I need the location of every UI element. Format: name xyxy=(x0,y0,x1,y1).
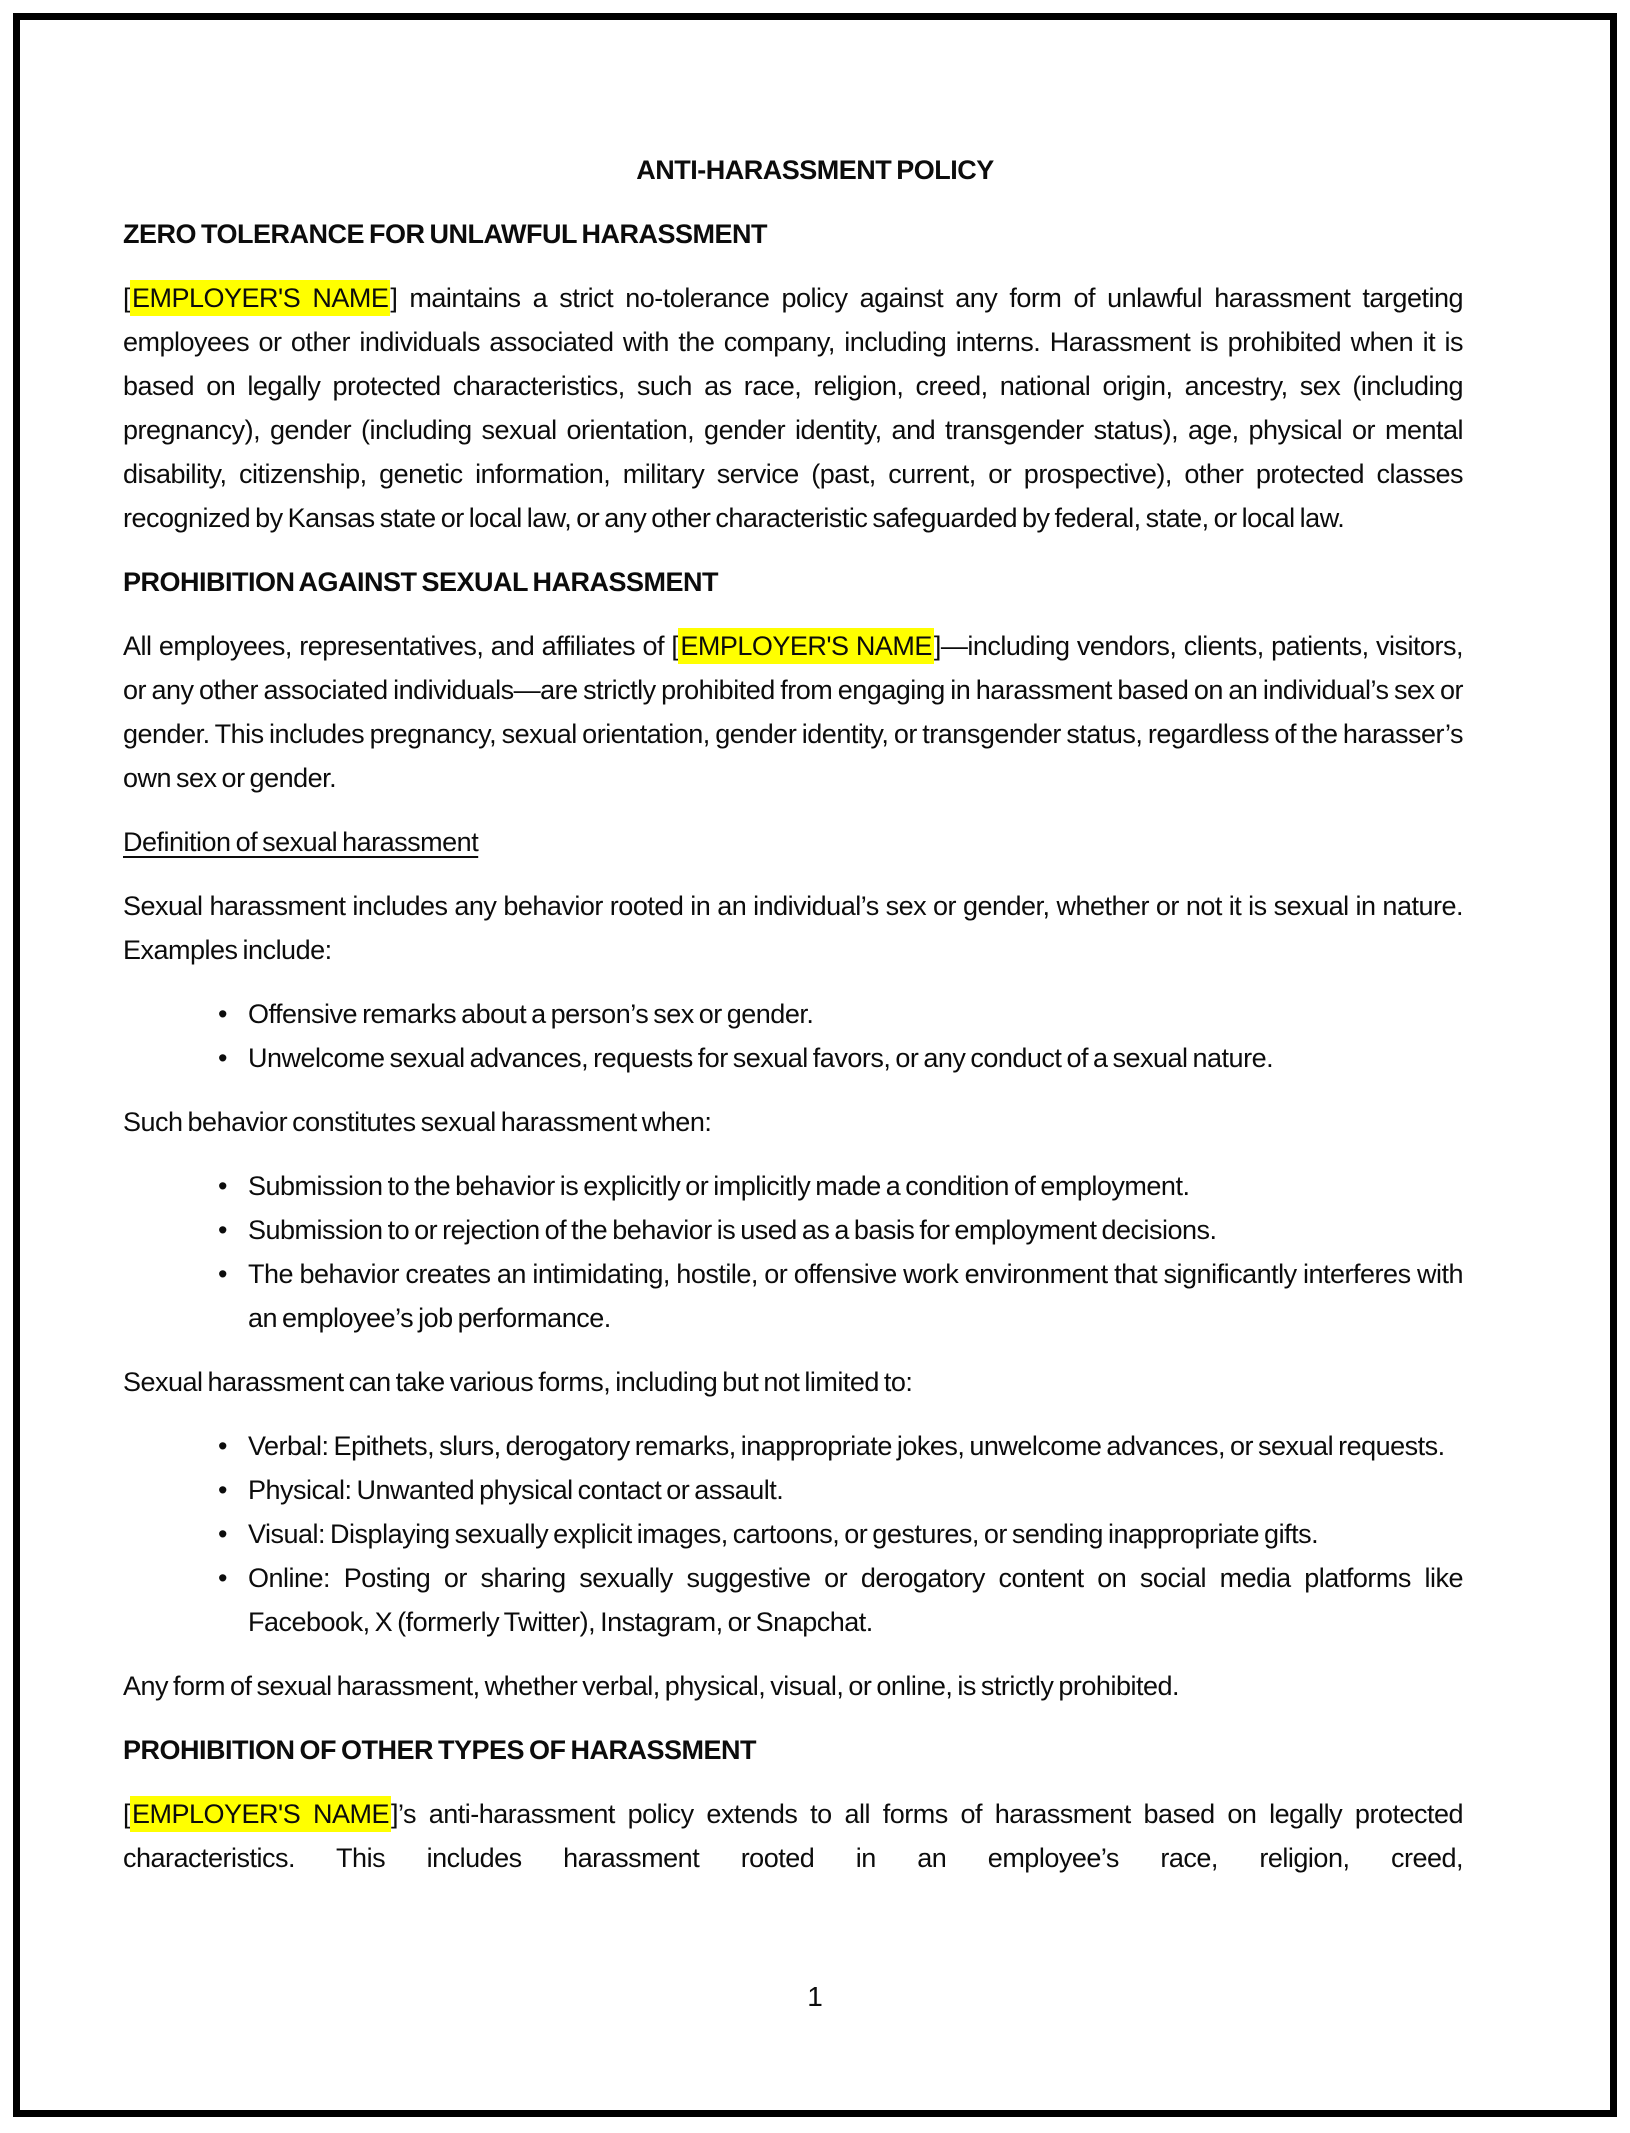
document-title: ANTI-HARASSMENT POLICY xyxy=(636,155,994,185)
text-run: ]—including vendors, clients, patients, visitors, or any other associated individuals—are strictly prohibited from engaging in harassment based on an individual’s sex or gender. This includes pregnancy, sexual orientation, gender identity, or transgender status, regardless of the harasser’s own sex or gender. xyxy=(123,631,1464,793)
employer-name-placeholder: EMPLOYER'S NAME xyxy=(130,280,390,316)
list-item: • Unwelcome sexual advances, requests for sexual favors, or any conduct of a sexual nature. xyxy=(123,1036,1463,1080)
text-run: [ xyxy=(123,1799,131,1829)
paragraph-definition-intro: Sexual harassment includes any behavior rooted in an individual’s sex or gender, whether or not it is sexual in nature. Examples include: xyxy=(123,891,1463,965)
list-item: • Online: Posting or sharing sexually suggestive or derogatory content on social media platforms like Facebook, X (formerly Twitter), Instagram, or Snapchat. xyxy=(123,1556,1463,1644)
bullet-list-forms xyxy=(123,1424,1463,1644)
list-item: • The behavior creates an intimidating, hostile, or offensive work environment that significantly interferes with an employee’s job performance. xyxy=(123,1252,1463,1340)
text-run: [ xyxy=(123,283,131,313)
paragraph-zero-tolerance xyxy=(123,276,1463,540)
list-item: • Visual: Displaying sexually explicit images, cartoons, or gestures, or sending inappropriate gifts. xyxy=(123,1512,1463,1556)
text-run: ]’s anti-harassment policy extends to all forms of harassment based on legally protected characteristics. This includes harassment rooted in an employee’s race, religion, creed, xyxy=(123,1799,1463,1873)
text-run: ] maintains a strict no-tolerance policy against any form of unlawful harassment targeting employees or other individuals associated with the company, including interns. Harassment is prohibited when it is based on legally protected characteristics, such as race, religion, creed, national origin, ancestry, sex (including pregnancy), gender (including sexual orientation, gender identity, and transgender status), age, physical or mental disability, citizenship, genetic information, military service (past, current, or prospective), other protected classes recognized by Kansas state or local law, or any other characteristic safeguarded by federal, state, or local law. xyxy=(123,283,1463,533)
employer-name-placeholder: EMPLOYER'S NAME xyxy=(130,1796,391,1832)
employer-name-placeholder: EMPLOYER'S NAME xyxy=(678,628,934,664)
document-body xyxy=(123,148,1463,1900)
bullet-list-conditions xyxy=(123,1164,1463,1340)
bullet-list-examples xyxy=(123,992,1463,1080)
list-item: • Offensive remarks about a person’s sex or gender. xyxy=(123,992,1463,1036)
section-heading-sexual-harassment: PROHIBITION AGAINST SEXUAL HARASSMENT xyxy=(123,567,719,597)
text-run: All employees, representatives, and affiliates of [ xyxy=(123,631,679,661)
list-item: • Verbal: Epithets, slurs, derogatory remarks, inappropriate jokes, unwelcome advances, or sexual requests. xyxy=(123,1424,1463,1468)
section-heading-other-harassment: PROHIBITION OF OTHER TYPES OF HARASSMENT xyxy=(123,1735,757,1765)
definition-sub-heading: Definition of sexual harassment xyxy=(123,827,479,857)
paragraph-conditions-intro: Such behavior constitutes sexual harassment when: xyxy=(123,1107,712,1137)
list-item: • Submission to or rejection of the behavior is used as a basis for employment decisions. xyxy=(123,1208,1463,1252)
paragraph-closing: Any form of sexual harassment, whether verbal, physical, visual, or online, is strictly prohibited. xyxy=(123,1671,1179,1701)
page-number: 1 xyxy=(807,1981,823,2012)
paragraph-other-harassment xyxy=(123,1792,1463,1880)
list-item: • Submission to the behavior is explicitly or implicitly made a condition of employment. xyxy=(123,1164,1463,1208)
paragraph-forms-intro: Sexual harassment can take various forms, including but not limited to: xyxy=(123,1367,913,1397)
list-item: • Physical: Unwanted physical contact or assault. xyxy=(123,1468,1463,1512)
paragraph-sexual-harassment-intro xyxy=(123,624,1463,800)
section-heading-zero-tolerance: ZERO TOLERANCE FOR UNLAWFUL HARASSMENT xyxy=(123,219,767,249)
